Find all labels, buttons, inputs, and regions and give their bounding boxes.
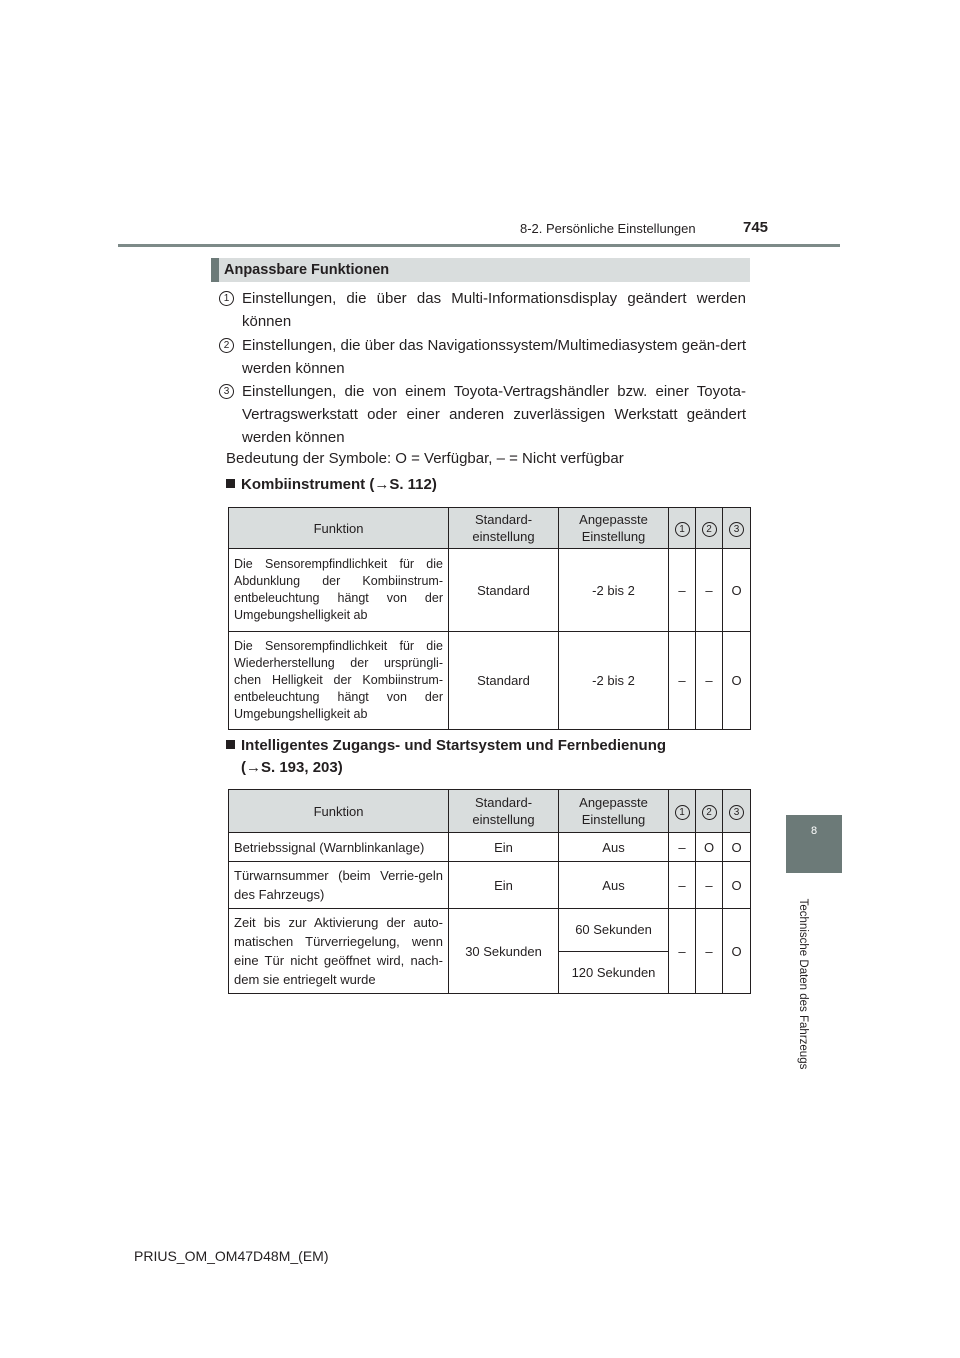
col-angepasst: Angepasste Einstellung: [559, 508, 669, 549]
number-circle: 2: [702, 522, 717, 537]
col-standard: Standard- einstellung: [449, 508, 559, 549]
table-row: [229, 632, 751, 730]
table-row: [229, 833, 751, 862]
cell-funktion: Die Sensorempfindlichkeit für die Abdunklung der Kombiinstrum-entbeleuchtung hängt von der Umgebungshelligkeit ab: [229, 549, 449, 632]
cell-angepasst: Aus: [559, 833, 669, 862]
cell-angepasst: Aus: [559, 862, 669, 909]
cell-c2: –: [696, 549, 723, 632]
table2-heading: [226, 737, 666, 754]
cell-angepasst-a: 60 Sekunden: [559, 909, 669, 952]
number-circle: 2: [702, 805, 717, 820]
cell-c1: –: [669, 549, 696, 632]
item-3-text: Einstellungen, die von einem Toyota-Vertragshändler bzw. einer Toyota-Vertragswerkstatt oder einer anderen zuverlässigen Werkstatt geändert werden können: [242, 383, 746, 446]
cell-funktion: Zeit bis zur Aktivierung der auto-matischen Türverriegelung, wenn eine Tür nicht geöffnet wird, nach-dem sie entriegelt wurde: [229, 909, 449, 994]
cell-c1: –: [669, 632, 696, 730]
cell-funktion: Betriebssignal (Warnblinkanlage): [229, 833, 449, 862]
number-circle-1: 1: [219, 291, 234, 306]
item-2-text: Einstellungen, die über das Navigationssystem/Multimediasystem geän-dert werden können: [242, 337, 746, 377]
cell-standard: Standard: [449, 549, 559, 632]
table1-title: Kombiinstrument (→S. 112): [241, 476, 437, 493]
cell-c3: O: [723, 549, 751, 632]
header-rule: [118, 244, 840, 247]
chapter-tab: [786, 815, 842, 873]
col-angepasst: Angepasste Einstellung: [559, 790, 669, 833]
cell-c2: O: [696, 833, 723, 862]
number-circle-2: 2: [219, 338, 234, 353]
col-3: [723, 790, 751, 833]
col-3: [723, 508, 751, 549]
cell-angepasst-b: 120 Sekunden: [559, 951, 669, 994]
cell-angepasst: -2 bis 2: [559, 549, 669, 632]
chapter-label: Technische Daten des Fahrzeugs: [797, 898, 809, 1070]
col-1: [669, 508, 696, 549]
col-funktion: Funktion: [229, 508, 449, 549]
table-zugangssystem: [228, 789, 751, 994]
section-title: Anpassbare Funktionen: [224, 262, 390, 278]
cell-c1: –: [669, 862, 696, 909]
table1-heading: [226, 476, 437, 493]
cell-angepasst: -2 bis 2: [559, 632, 669, 730]
cell-funktion: Die Sensorempfindlichkeit für die Wiederherstellung der ursprüngli-chen Helligkeit der Kombiinstrum-entbeleuchtung hängt von der Umgebungshelligkeit ab: [229, 632, 449, 730]
cell-standard: Ein: [449, 833, 559, 862]
cell-c2: –: [696, 909, 723, 994]
item-1-text: Einstellungen, die über das Multi-Informationsdisplay geändert werden können: [242, 290, 746, 330]
square-bullet-icon: [226, 479, 235, 488]
table2-title-line2: (→S. 193, 203): [241, 759, 343, 776]
table2-title-line1: Intelligentes Zugangs- und Startsystem und Fernbedienung: [241, 737, 667, 754]
section-title-bar: [211, 258, 750, 282]
cell-funktion: Türwarnsummer (beim Verrie-geln des Fahrzeugs): [229, 862, 449, 909]
table-kombiinstrument: [228, 507, 751, 730]
cell-c3: O: [723, 833, 751, 862]
footer-code: PRIUS_OM_OM47D48M_(EM): [134, 1248, 329, 1264]
cell-standard: Standard: [449, 632, 559, 730]
number-circle: 1: [675, 805, 690, 820]
col-1: [669, 790, 696, 833]
col-2: [696, 790, 723, 833]
cell-c3: O: [723, 909, 751, 994]
square-bullet-icon: [226, 740, 235, 749]
cell-standard: 30 Sekunden: [449, 909, 559, 994]
cell-standard: Ein: [449, 862, 559, 909]
number-circle: 3: [729, 805, 744, 820]
section-accent: [211, 258, 219, 282]
number-circle: 3: [729, 522, 744, 537]
number-circle-3: 3: [219, 384, 234, 399]
page-number: 745: [743, 219, 769, 236]
section-header: 8-2. Persönliche Einstellungen: [520, 221, 696, 236]
col-2: [696, 508, 723, 549]
cell-c2: –: [696, 862, 723, 909]
cell-c1: –: [669, 909, 696, 994]
col-standard: Standard- einstellung: [449, 790, 559, 833]
table-row: [229, 549, 751, 632]
cell-c3: O: [723, 862, 751, 909]
cell-c3: O: [723, 632, 751, 730]
col-funktion: Funktion: [229, 790, 449, 833]
number-circle: 1: [675, 522, 690, 537]
table-row: [229, 909, 751, 952]
chapter-number: 8: [810, 825, 818, 837]
cell-c2: –: [696, 632, 723, 730]
table-row: [229, 862, 751, 909]
symbol-legend: Bedeutung der Symbole: O = Verfügbar, – = Nicht verfügbar: [226, 450, 624, 467]
cell-c1: –: [669, 833, 696, 862]
